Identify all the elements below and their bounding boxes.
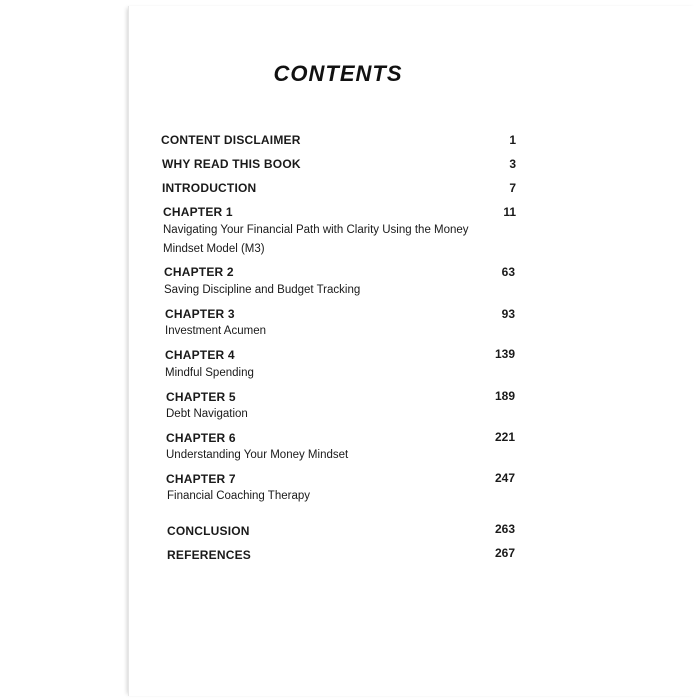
toc-entry-heading: CHAPTER 1 xyxy=(163,205,233,219)
toc-entry-page: 247 xyxy=(494,471,515,485)
toc-entry-page: 221 xyxy=(494,430,515,444)
toc-entry-heading: CHAPTER 6 xyxy=(166,431,236,445)
toc-entry-subtitle: Mindful Spending xyxy=(165,367,254,379)
toc-entry-subtitle: Understanding Your Money Mindset xyxy=(166,449,349,461)
toc-entry-heading: WHY READ THIS BOOK xyxy=(162,157,301,171)
toc-entry-page: 263 xyxy=(494,522,515,536)
toc-entry-heading: REFERENCES xyxy=(167,548,252,562)
toc-entry-page: 3 xyxy=(509,157,516,171)
toc-entry-heading: CONCLUSION xyxy=(167,524,250,538)
toc-entry-page: 189 xyxy=(494,389,515,403)
toc-entry-heading: CHAPTER 4 xyxy=(165,348,235,362)
toc-entry-heading: CONTENT DISCLAIMER xyxy=(161,133,301,147)
toc-entry-heading: CHAPTER 2 xyxy=(164,265,234,279)
toc-entry-page: 7 xyxy=(509,181,516,195)
toc-entry-heading: CHAPTER 7 xyxy=(166,472,236,486)
toc-entry-page: 93 xyxy=(501,307,515,321)
toc-entry-page: 63 xyxy=(501,265,515,279)
toc-entry-heading: CHAPTER 3 xyxy=(165,307,235,321)
toc-entry-page: 267 xyxy=(494,546,515,560)
toc-entry-subtitle: Investment Acumen xyxy=(165,325,266,337)
toc-entry-page: 11 xyxy=(503,205,516,219)
toc-entry-subtitle: Saving Discipline and Budget Tracking xyxy=(164,284,361,296)
toc-entry-page: 1 xyxy=(509,133,516,147)
toc-entry-subtitle: Financial Coaching Therapy xyxy=(167,490,310,502)
toc-entry-subtitle: Navigating Your Financial Path with Clarity Using the Money Mindset Model (M3) xyxy=(163,224,469,255)
toc-entry-page: 139 xyxy=(494,347,515,361)
contents-title: CONTENTS xyxy=(273,61,403,86)
toc-entry-subtitle: Debt Navigation xyxy=(166,408,248,420)
toc-entry-heading: INTRODUCTION xyxy=(162,181,257,195)
toc-entry-heading: CHAPTER 5 xyxy=(166,390,236,404)
